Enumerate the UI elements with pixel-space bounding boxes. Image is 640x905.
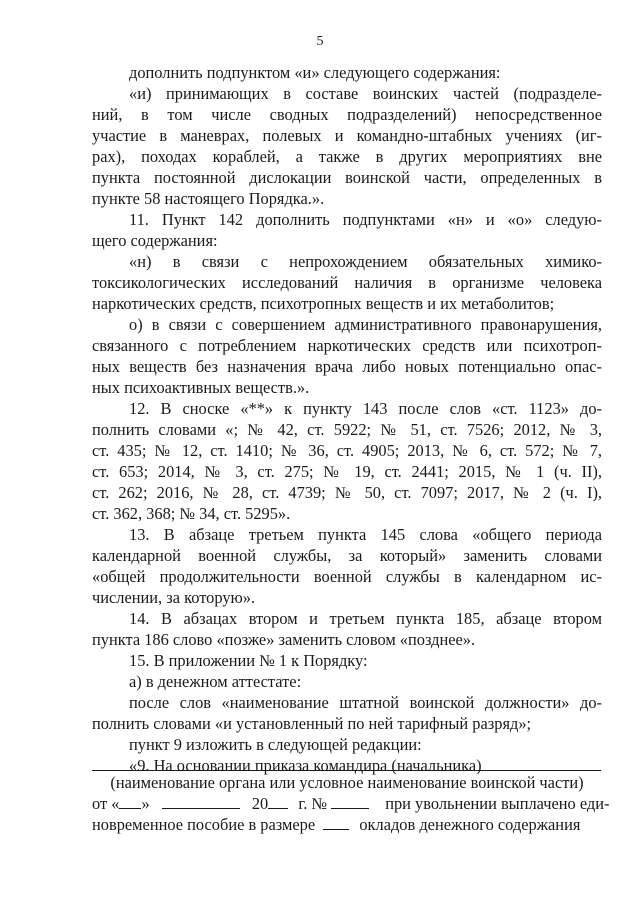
text-line-content: «и) принимающих в составе воинских частей (подразделе-	[129, 84, 602, 103]
text-line-content: пункта 186 слово «позже» заменить словом «позднее».	[92, 630, 476, 649]
text-line	[92, 251, 602, 272]
text-line	[92, 167, 602, 188]
text-line-content: а) в денежном аттестате:	[129, 672, 302, 691]
text-line	[92, 188, 602, 209]
text-line-content: 11. Пункт 142 дополнить подпунктами «н» и «о» следую-	[129, 210, 602, 229]
text-line-content: наркотических средств, психотропных веществ и их метаболитов;	[92, 294, 555, 313]
text-line	[92, 125, 602, 146]
text-line	[92, 314, 602, 335]
text-line-content: ст. 362, 368; № 34, ст. 5295».	[92, 504, 291, 523]
quote-close: »	[141, 794, 150, 813]
form-line-date	[92, 793, 610, 814]
year-blank	[268, 795, 288, 809]
text-line	[92, 356, 602, 377]
text-line	[92, 545, 602, 566]
dismissal-text: при увольнении выплачено еди-	[385, 794, 610, 813]
text-line-content: «9. На основании приказа командира (начальника)	[129, 756, 482, 775]
text-line-content: о) в связи с совершением административного правонарушения,	[129, 315, 602, 334]
text-line-content: пункт 9 изложить в следующей редакции:	[129, 735, 422, 754]
text-line	[92, 440, 602, 461]
text-line-content: 13. В абзаце третьем пункта 145 слова «общего периода	[129, 525, 602, 544]
text-line-content: 15. В приложении № 1 к Порядку:	[129, 651, 368, 670]
text-line-content: ных психоактивных веществ.».	[92, 378, 310, 397]
text-line-content: токсикологических исследований наличия в организме человека	[92, 273, 602, 292]
text-line	[92, 524, 602, 545]
text-line-content: «общей продолжительности военной службы в календарном ис-	[92, 567, 602, 586]
rule-caption: (наименование органа или условное наименование воинской части)	[110, 773, 584, 792]
form-tail	[92, 793, 610, 835]
text-line	[92, 713, 602, 734]
text-line-content: ст. 435; № 12, ст. 1410; № 36, ст. 4905; 2013, № 6, ст. 572; № 7,	[92, 441, 602, 460]
text-line-content: связанного с потреблением наркотических средств или психотроп-	[92, 336, 602, 355]
text-line	[92, 83, 602, 104]
text-line	[92, 692, 602, 713]
text-line	[92, 62, 602, 83]
text-line	[92, 335, 602, 356]
text-line-content: ных веществ без назначения врача либо новых потенциально опас-	[92, 357, 602, 376]
day-blank	[119, 795, 141, 809]
text-line	[92, 503, 602, 524]
text-line-content: после слов «наименование штатной воинской должности» до-	[129, 693, 602, 712]
salary-text: окладов денежного содержания	[359, 815, 581, 834]
text-line	[92, 419, 602, 440]
text-line	[92, 377, 602, 398]
page-number: 5	[316, 34, 324, 49]
text-line-content: пункта постоянной дислокации воинской части, определенных в	[92, 168, 602, 187]
document-body	[92, 62, 602, 776]
number-label: г. №	[298, 794, 328, 813]
allowance-text: новременное пособие в размере	[92, 815, 316, 834]
text-line	[92, 146, 602, 167]
text-line	[92, 230, 602, 251]
text-line	[92, 209, 602, 230]
text-line	[92, 272, 602, 293]
text-line-content: ст. 262; 2016, № 28, ст. 4739; № 50, ст. 7097; 2017, № 2 (ч. I),	[92, 483, 602, 502]
text-line	[92, 650, 602, 671]
text-line	[92, 461, 602, 482]
text-line-content: 14. В абзацах втором и третьем пункта 185, абзаце втором	[129, 609, 602, 628]
text-line-content: пункте 58 настоящего Порядка.».	[92, 189, 325, 208]
month-blank	[162, 795, 240, 809]
text-line	[92, 398, 602, 419]
text-line-content: полнить словами «и установленный по ней тарифный разряд»;	[92, 714, 532, 733]
text-line	[92, 671, 602, 692]
year-label: 20	[251, 794, 269, 813]
text-line-content: дополнить подпунктом «и» следующего содержания:	[129, 63, 501, 82]
from-label: от «	[92, 794, 120, 813]
text-line-content: полнить словами «; № 42, ст. 5922; № 51, ст. 7526; 2012, № 3,	[92, 420, 602, 439]
text-line-content: ний, в том числе сводных подразделений) непосредственное	[92, 105, 602, 124]
text-line	[92, 587, 602, 608]
text-line	[92, 104, 602, 125]
text-line	[92, 482, 602, 503]
text-line	[92, 566, 602, 587]
text-line-content: рах), походах кораблей, а также в других мероприятиях вне	[92, 147, 602, 166]
commander-blank	[490, 756, 580, 771]
horizontal-rule	[92, 770, 601, 771]
number-blank	[331, 795, 369, 809]
text-line-content: «н) в связи с непрохождением обязательных химико-	[129, 252, 602, 271]
text-line	[92, 629, 602, 650]
text-line-content: 12. В сноске «**» к пункту 143 после слов «ст. 1123» до-	[129, 399, 602, 418]
amount-blank	[323, 816, 349, 830]
text-line-content: календарной военной службы, за который» заменить словами	[92, 546, 602, 565]
text-line-content: ст. 653; 2014, № 3, ст. 275; № 19, ст. 2441; 2015, № 1 (ч. II),	[92, 462, 602, 481]
text-line-content: участие в маневрах, полевых и командно-штабных учениях (иг-	[92, 126, 602, 145]
text-line	[92, 293, 602, 314]
text-line-content: щего содержания:	[92, 231, 218, 250]
text-line	[92, 734, 602, 755]
form-line-allowance	[92, 814, 602, 835]
text-line	[92, 608, 602, 629]
text-line-content: числении, за которую».	[92, 588, 256, 607]
